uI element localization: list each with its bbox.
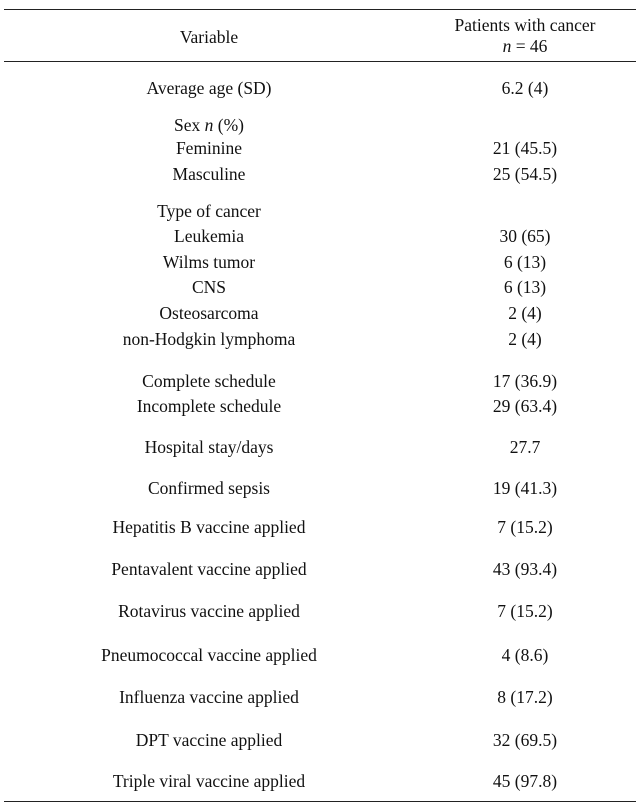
row-label: Pneumococcal vaccine applied xyxy=(101,645,317,665)
header-patients-with-cancer: Patients with cancer xyxy=(454,15,596,35)
row-value: 43 (93.4) xyxy=(492,559,558,579)
row-label: non-Hodgkin lymphoma xyxy=(122,329,296,349)
row-value: 27.7 xyxy=(509,437,541,457)
row-label xyxy=(4,115,414,135)
row-label: Feminine xyxy=(175,138,243,158)
table-header xyxy=(4,10,636,62)
row-value: 2 (4) xyxy=(508,303,542,323)
row-label: Osteosarcoma xyxy=(159,303,259,323)
patient-characteristics-table xyxy=(4,9,636,802)
row-value: 45 (97.8) xyxy=(492,771,558,791)
row-value: 2 (4) xyxy=(508,329,542,349)
row-value: 8 (17.2) xyxy=(497,687,553,707)
row-label: Pentavalent vaccine applied xyxy=(111,559,307,579)
row-value: 19 (41.3) xyxy=(492,478,558,498)
row-value: 25 (54.5) xyxy=(492,164,558,184)
header-variable: Variable xyxy=(179,27,239,47)
row-value: 7 (15.2) xyxy=(497,517,553,537)
header-sample-size xyxy=(414,36,636,56)
row-label: Wilms tumor xyxy=(162,252,256,272)
row-label: Type of cancer xyxy=(157,201,261,221)
row-label: Average age (SD) xyxy=(146,78,272,98)
sex-n-symbol: n xyxy=(204,115,214,135)
row-label: Influenza vaccine applied xyxy=(119,687,299,707)
row-label: Complete schedule xyxy=(142,371,276,391)
row-value: 4 (8.6) xyxy=(501,645,549,665)
row-label: Confirmed sepsis xyxy=(147,478,270,498)
row-value: 32 (69.5) xyxy=(492,730,558,750)
row-label: CNS xyxy=(191,277,227,297)
row-label: Masculine xyxy=(172,164,246,184)
row-label: Leukemia xyxy=(174,226,244,246)
n-value: = 46 xyxy=(515,36,548,56)
row-value: 6 (13) xyxy=(503,252,547,272)
row-value: 17 (36.9) xyxy=(492,371,558,391)
row-label: Hepatitis B vaccine applied xyxy=(112,517,306,537)
row-label: Rotavirus vaccine applied xyxy=(118,601,300,621)
row-label: Incomplete schedule xyxy=(136,396,282,416)
row-value: 6.2 (4) xyxy=(501,78,549,98)
row-label: Triple viral vaccine applied xyxy=(112,771,306,791)
row-value: 7 (15.2) xyxy=(497,601,553,621)
row-value: 21 (45.5) xyxy=(492,138,558,158)
sex-percent-suffix: (%) xyxy=(217,115,244,135)
sex-label: Sex xyxy=(174,115,201,135)
n-symbol: n xyxy=(502,36,512,56)
row-label: DPT vaccine applied xyxy=(135,730,283,750)
row-value: 30 (65) xyxy=(499,226,551,246)
row-value: 6 (13) xyxy=(503,277,547,297)
row-value: 29 (63.4) xyxy=(492,396,558,416)
row-label: Hospital stay/days xyxy=(144,437,274,457)
